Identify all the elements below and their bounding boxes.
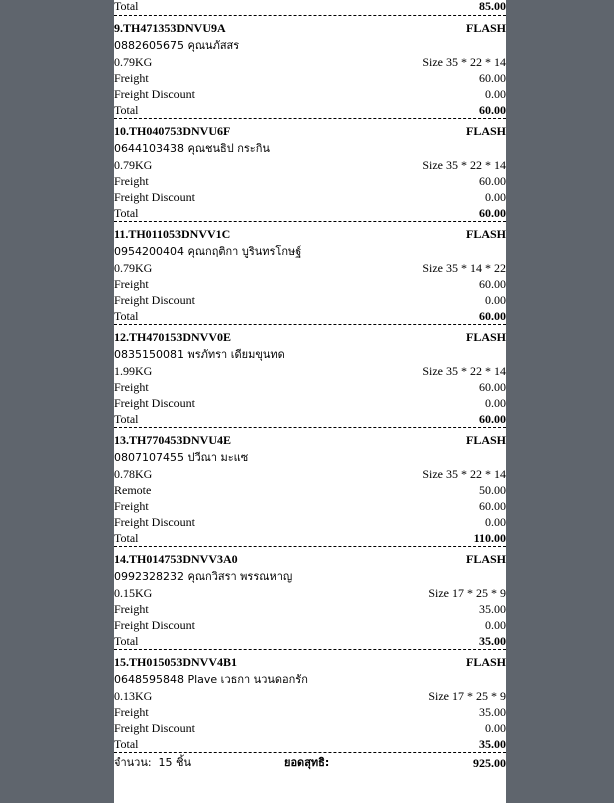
parcel-size: Size 17 * 25 * 9 <box>428 689 506 703</box>
parcel-row <box>114 688 506 704</box>
parcel-weight: 0.78KG <box>114 467 153 481</box>
fee-value: 60.00 <box>479 277 506 291</box>
order-list <box>114 15 506 752</box>
parcel-weight: 0.79KG <box>114 261 153 275</box>
order-header <box>114 122 506 141</box>
fee-label: Freight Discount <box>114 293 195 307</box>
order-total-row <box>114 102 506 118</box>
fee-row <box>114 292 506 308</box>
total-label: Total <box>114 103 139 117</box>
order-total-row <box>114 633 506 649</box>
item-count <box>114 755 284 771</box>
carrier-name: FLASH <box>465 227 506 241</box>
fee-label: Freight <box>114 71 149 85</box>
order-block <box>114 649 506 752</box>
parcel-size: Size 35 * 14 * 22 <box>422 261 506 275</box>
fee-row <box>114 601 506 617</box>
item-count-label: จำนวน: <box>114 756 152 769</box>
fee-value: 0.00 <box>485 190 506 204</box>
fee-label: Freight <box>114 602 149 616</box>
fee-label: Remote <box>114 483 152 497</box>
net-total-label: ยอดสุทธิ: <box>284 756 330 769</box>
recipient-contact: 0882605675 คุณนภัสสร <box>114 39 240 52</box>
recipient-row <box>114 347 506 363</box>
tracking-number: 15.TH015053DNVV4B1 <box>114 655 238 669</box>
recipient-row <box>114 569 506 585</box>
tracking-number: 13.TH770453DNVU4E <box>114 433 232 447</box>
total-value: 110.00 <box>473 531 506 545</box>
fee-value: 0.00 <box>485 87 506 101</box>
total-value: 35.00 <box>479 737 506 751</box>
fee-label: Freight Discount <box>114 190 195 204</box>
order-block <box>114 221 506 324</box>
fee-label: Freight Discount <box>114 396 195 410</box>
fee-row <box>114 720 506 736</box>
carrier-name: FLASH <box>465 124 506 138</box>
recipient-contact: 0954200404 คุณกฤติกา บูรินทรโกษฐ์ <box>114 245 302 258</box>
recipient-row <box>114 141 506 157</box>
order-block <box>114 546 506 649</box>
parcel-weight: 0.13KG <box>114 689 153 703</box>
fee-row <box>114 617 506 633</box>
fee-label: Freight Discount <box>114 515 195 529</box>
order-header <box>114 653 506 672</box>
total-label: Total <box>114 412 139 426</box>
fee-value: 50.00 <box>479 483 506 497</box>
parcel-weight: 0.79KG <box>114 55 153 69</box>
total-label: Total <box>114 634 139 648</box>
carrier-name: FLASH <box>465 21 506 35</box>
order-header <box>114 328 506 347</box>
total-value: 35.00 <box>479 634 506 648</box>
fee-value: 60.00 <box>479 499 506 513</box>
carrier-name: FLASH <box>465 433 506 447</box>
parcel-row <box>114 54 506 70</box>
parcel-row <box>114 157 506 173</box>
fee-value: 0.00 <box>485 721 506 735</box>
fee-row <box>114 86 506 102</box>
fee-value: 0.00 <box>485 396 506 410</box>
parcel-row <box>114 260 506 276</box>
total-label: Total <box>114 737 139 751</box>
fee-label: Freight <box>114 174 149 188</box>
fee-label: Freight Discount <box>114 618 195 632</box>
fee-value: 60.00 <box>479 71 506 85</box>
parcel-size: Size 35 * 22 * 14 <box>422 467 506 481</box>
fee-label: Freight <box>114 499 149 513</box>
order-header <box>114 431 506 450</box>
fee-row <box>114 514 506 530</box>
fee-row <box>114 482 506 498</box>
total-value: 60.00 <box>479 309 506 323</box>
total-value: 60.00 <box>479 103 506 117</box>
recipient-contact: 0807107455 ปวีณา มะแซ <box>114 451 249 464</box>
fee-label: Freight <box>114 705 149 719</box>
order-block <box>114 324 506 427</box>
carrier-name: FLASH <box>465 552 506 566</box>
fee-row <box>114 704 506 720</box>
previous-order-total <box>114 0 506 15</box>
parcel-size: Size 17 * 25 * 9 <box>428 586 506 600</box>
recipient-contact: 0644103438 คุณชนธิป กระกิน <box>114 142 270 155</box>
parcel-row <box>114 466 506 482</box>
total-label: Total <box>114 206 139 220</box>
parcel-weight: 0.15KG <box>114 586 153 600</box>
tracking-number: 14.TH014753DNVV3A0 <box>114 552 238 566</box>
order-header <box>114 19 506 38</box>
fee-value: 0.00 <box>485 515 506 529</box>
fee-label: Freight Discount <box>114 721 195 735</box>
total-value: 85.00 <box>479 0 506 13</box>
order-block <box>114 15 506 118</box>
fee-value: 35.00 <box>479 602 506 616</box>
tracking-number: 12.TH470153DNVV0E <box>114 330 232 344</box>
order-block <box>114 427 506 546</box>
fee-row <box>114 70 506 86</box>
parcel-size: Size 35 * 22 * 14 <box>422 364 506 378</box>
fee-label: Freight <box>114 380 149 394</box>
net-total-value: 925.00 <box>473 756 506 770</box>
receipt-sheet <box>114 0 506 803</box>
carrier-name: FLASH <box>465 655 506 669</box>
fee-value: 0.00 <box>485 293 506 307</box>
order-header <box>114 225 506 244</box>
recipient-row <box>114 38 506 54</box>
total-label: Total <box>114 531 139 545</box>
recipient-contact: 0992328232 คุณกวิสรา พรรณหาญ <box>114 570 293 583</box>
fee-value: 60.00 <box>479 174 506 188</box>
order-header <box>114 550 506 569</box>
receipt-footer <box>114 752 506 773</box>
recipient-row <box>114 244 506 260</box>
fee-value: 60.00 <box>479 380 506 394</box>
recipient-row <box>114 450 506 466</box>
parcel-size: Size 35 * 22 * 14 <box>422 158 506 172</box>
fee-row <box>114 173 506 189</box>
recipient-row <box>114 672 506 688</box>
parcel-row <box>114 585 506 601</box>
order-total-row <box>114 308 506 324</box>
parcel-size: Size 35 * 22 * 14 <box>422 55 506 69</box>
tracking-number: 11.TH011053DNVV1C <box>114 227 231 241</box>
fee-row <box>114 395 506 411</box>
fee-row <box>114 498 506 514</box>
fee-row <box>114 379 506 395</box>
recipient-contact: 0648595848 Plave เวธกา นวนดอกรัก <box>114 673 308 686</box>
order-block <box>114 118 506 221</box>
total-value: 60.00 <box>479 206 506 220</box>
total-value: 60.00 <box>479 412 506 426</box>
total-label: Total <box>114 0 139 13</box>
order-total-row <box>114 205 506 221</box>
parcel-weight: 1.99KG <box>114 364 153 378</box>
parcel-weight: 0.79KG <box>114 158 153 172</box>
tracking-number: 10.TH040753DNVU6F <box>114 124 231 138</box>
order-total-row <box>114 530 506 546</box>
fee-value: 35.00 <box>479 705 506 719</box>
tracking-number: 9.TH471353DNVU9A <box>114 21 226 35</box>
fee-value: 0.00 <box>485 618 506 632</box>
order-total-row <box>114 736 506 752</box>
fee-row <box>114 189 506 205</box>
order-total-row <box>114 411 506 427</box>
carrier-name: FLASH <box>465 330 506 344</box>
recipient-contact: 0835150081 พรภัทรา เดียมขุนทด <box>114 348 285 361</box>
parcel-row <box>114 363 506 379</box>
total-label: Total <box>114 309 139 323</box>
fee-label: Freight Discount <box>114 87 195 101</box>
fee-row <box>114 276 506 292</box>
item-count-value: 15 ชิ้น <box>158 756 192 769</box>
fee-label: Freight <box>114 277 149 291</box>
